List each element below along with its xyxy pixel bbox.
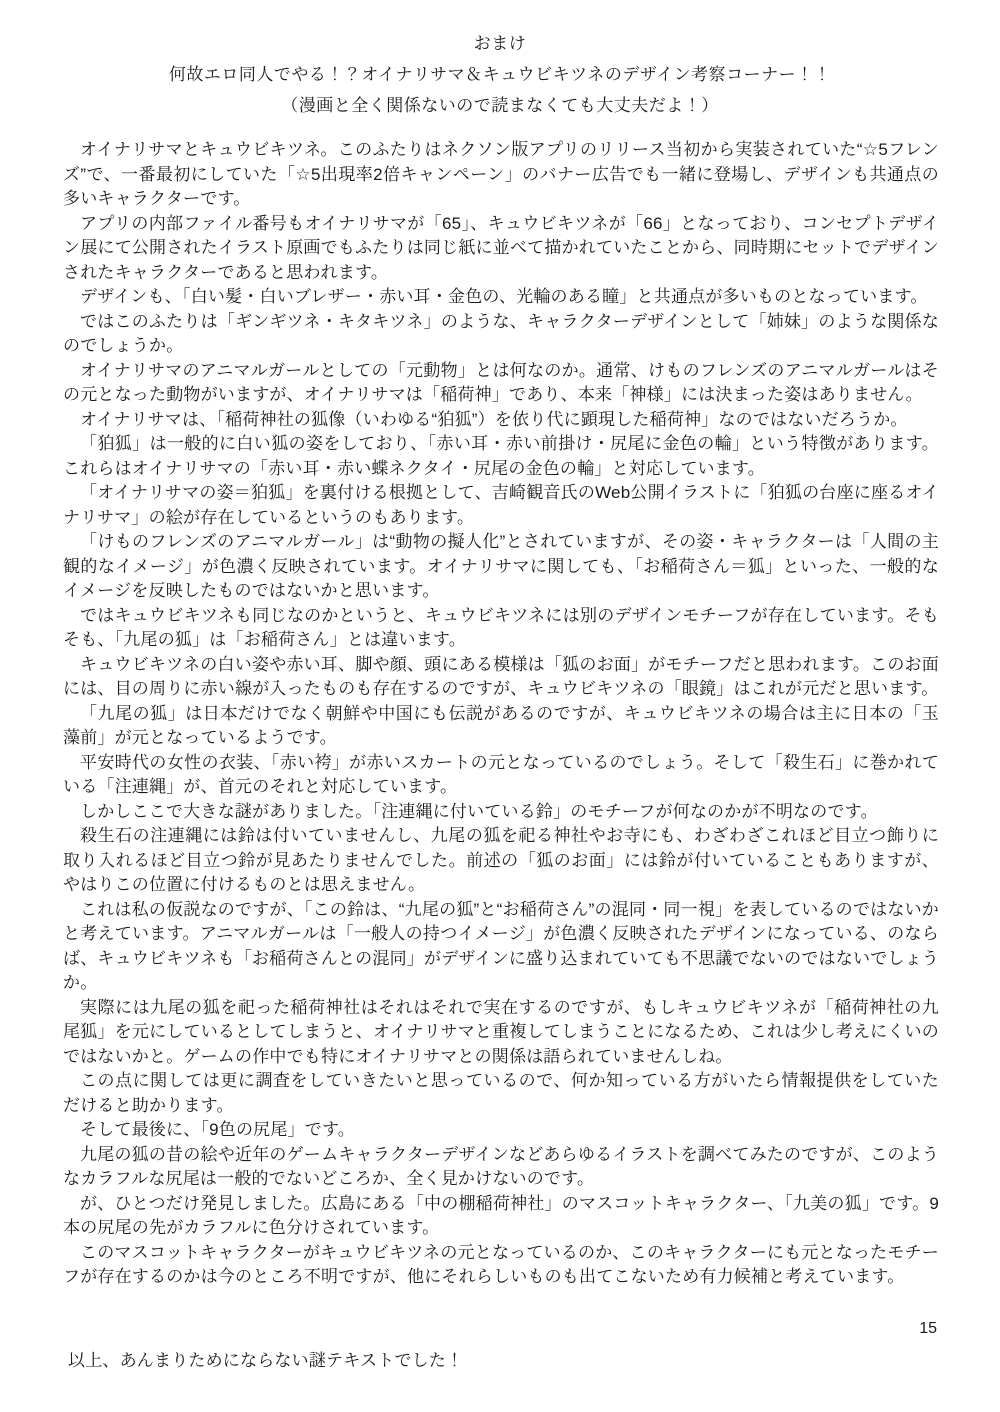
paragraph: この点に関しては更に調査をしていきたいと思っているので、何か知っている方がいたら情報提供をしていただけると助かります。 [63, 1071, 939, 1115]
paragraph: 「九尾の狐」は日本だけでなく朝鮮や中国にも伝説があるのですが、キュウビキツネの場合は主に日本の「玉藻前」が元となっているようです。 [63, 703, 939, 747]
page-title: おまけ [473, 34, 527, 53]
paragraph: デザインも、「白い髪・白いブレザー・赤い耳・金色の、光輪のある瞳」と共通点が多いものとなっています。 [80, 287, 928, 306]
paragraph: 「狛狐」は一般的に白い狐の姿をしており、「赤い耳・赤い前掛け・尻尾に金色の輪」という特徴があります。これらはオイナリサマの「赤い耳・赤い蝶ネクタイ・尻尾の金色の輪」と対応しています。 [63, 434, 939, 478]
paragraph: 実際には九尾の狐を祀った稲荷神社はそれはそれで実在するのですが、もしキュウビキツネが「稲荷神社の九尾狐」を元にしているとしてしまうと、オイナリサマと重複してしまうことになるため、これは少し考えにくいのではないかと。ゲームの作中でも特にオイナリサマとの関係は語られていませんしね。 [63, 997, 939, 1066]
page-subtitle-note: （漫画と全く関係ないので読まなくても大丈夫だよ！） [281, 96, 719, 115]
paragraph: アプリの内部ファイル番号もオイナリサマが「65」、キュウビキツネが「66」となっており、コンセプトデザイン展にて公開されたイラスト原画でもふたりは同じ紙に並べて描かれていたことから、同時期にセットでデザインされたキャラクターであると思われます。 [63, 213, 939, 282]
closing-line: 以上、あんまりためにならない謎テキストでした！ [68, 1351, 464, 1370]
paragraph: キュウビキツネの白い姿や赤い耳、脚や顔、頭にある模様は「狐のお面」がモチーフだと思われます。このお面には、目の周りに赤い線が入ったものも存在するのですが、キュウビキツネの「眼鏡」はこれが元だと思います。 [63, 654, 939, 698]
paragraph: 九尾の狐の昔の絵や近年のゲームキャラクターデザインなどあらゆるイラストを調べてみたのですが、このようなカラフルな尻尾は一般的でないどころか、全く見かけないのです。 [63, 1144, 939, 1188]
page-number: 15 [919, 1320, 937, 1337]
paragraph: ではキュウビキツネも同じなのかというと、キュウビキツネには別のデザインモチーフが存在しています。そもそも、「九尾の狐」は「お稲荷さん」とは違います。 [63, 605, 939, 649]
paragraph: このマスコットキャラクターがキュウビキツネの元となっているのか、このキャラクターにも元となったモチーフが存在するのかは今のところ不明ですが、他にそれらしいものも出てこないため有力候補と考えています。 [63, 1242, 939, 1286]
paragraph: しかしここで大きな謎がありました。「注連縄に付いている鈴」のモチーフが何なのかが不明なのです。 [80, 801, 878, 821]
paragraph: が、ひとつだけ発見しました。広島にある「中の棚稲荷神社」のマスコットキャラクター、「九美の狐」です。9本の尻尾の先がカラフルに色分けされています。 [63, 1193, 939, 1237]
paragraph: 「けものフレンズのアニマルガール」は“動物の擬人化”とされていますが、その姿・キャラクターは「人間の主観的なイメージ」が色濃く反映されています。オイナリサマに関しても、「お稲荷さん＝狐」といった、一般的なイメージを反映したものではないかと思います。 [63, 532, 939, 600]
title-block [0, 28, 1000, 121]
paragraph: ではこのふたりは「ギンギツネ・キタキツネ」のような、キャラクターデザインとして「姉妹」のような関係なのでしょうか。 [63, 311, 939, 355]
paragraph: 殺生石の注連縄には鈴は付いていませんし、九尾の狐を祀る神社やお寺にも、わざわざこれほど目立つ飾りに取り入れるほど目立つ鈴が見あたりませんでした。前述の「狐のお面」には鈴が付いていることもありますが、やはりこの位置に付けるものとは思えません。 [63, 826, 939, 894]
paragraph: オイナリサマは、「稲荷神社の狐像（いわゆる“狛狐”）を依り代に顕現した稲荷神」なのではないだろうか。 [80, 409, 908, 429]
paragraph: これは私の仮説なのですが、「この鈴は、“九尾の狐”と“お稲荷さん”の混同・同一視」を表しているのではないかと考えています。アニマルガールは「一般人の持つイメージ」が色濃く反映されたデザインになっている、のならば、キュウビキツネも「お稲荷さんとの混同」がデザインに盛り込まれていても不思議でないのではないでしょうか。 [63, 899, 939, 992]
paragraph: 平安時代の女性の衣装、「赤い袴」が赤いスカートの元となっているのでしょう。そして「殺生石」に巻かれている「注連縄」が、首元のそれと対応しています。 [63, 752, 939, 796]
body-text [63, 138, 939, 1290]
paragraph: 「オイナリサマの姿＝狛狐」を裏付ける根拠として、吉崎観音氏のWeb公開イラストに「狛狐の台座に座るオイナリサマ」の絵が存在しているというのもあります。 [63, 483, 939, 527]
paragraph: そして最後に、「9色の尻尾」です。 [80, 1120, 355, 1139]
page-subtitle: 何故エロ同人でやる！？オイナリサマ＆キュウビキツネのデザイン考察コーナー！！ [168, 65, 832, 84]
paragraph: オイナリサマのアニマルガールとしての「元動物」とは何なのか。通常、けものフレンズのアニマルガールはその元となった動物がいますが、オイナリサマは「稲荷神」であり、本来「神様」には決まった姿はありません。 [63, 360, 939, 404]
paragraph: オイナリサマとキュウビキツネ。このふたりはネクソン版アプリのリリース当初から実装されていた“☆5フレンズ”で、一番最初にしていた「☆5出現率2倍キャンペーン」のバナー広告でも一緒に登場し、デザインも共通点の多いキャラクターです。 [63, 140, 939, 208]
